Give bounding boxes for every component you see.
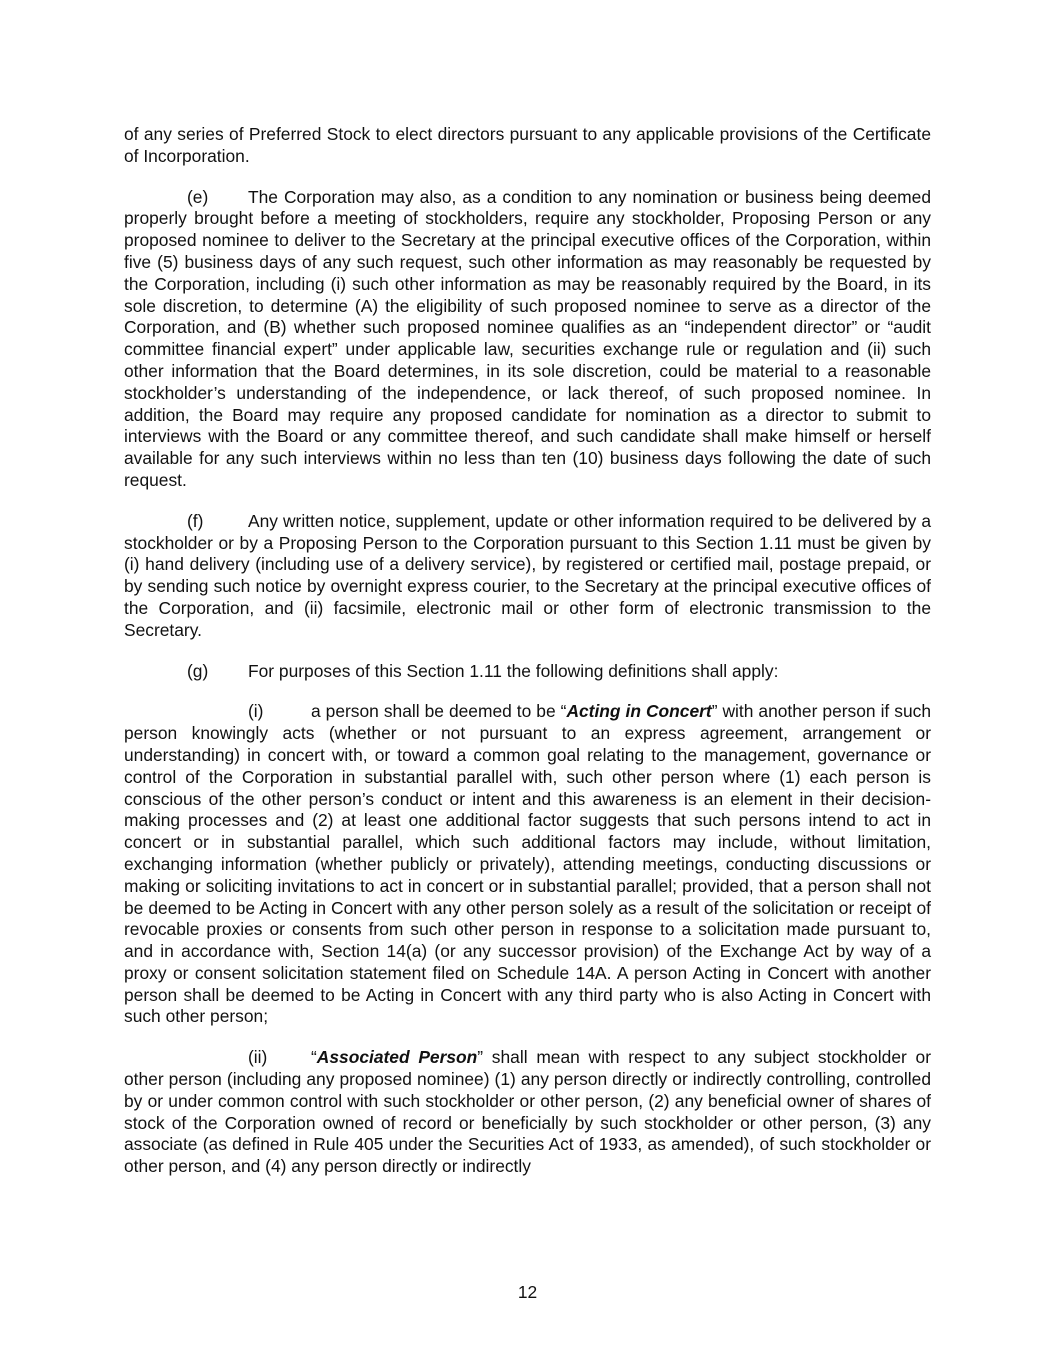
defined-term-acting-in-concert: Acting in Concert xyxy=(566,701,712,722)
document-body xyxy=(124,124,931,1197)
page-number: 12 xyxy=(517,1282,538,1302)
defined-term-associated-person: Associated Person xyxy=(316,1047,478,1068)
definition-ii-text: ” shall mean with respect to any subject stockholder or other person (including any proposed nominee) (1) any person directly or indirectly controlling, controlled by or under common control with such stockholder or other person, (2) any beneficial owner of shares of stock of the Corporation owned of record or beneficially by such stockholder or other person, (3) any associate (as defined in Rule 405 under the Securities Act of 1933, as amended), of such stockholder or other person, and (4) any person directly or indirectly xyxy=(124,1047,931,1177)
paragraph-g-text: For purposes of this Section 1.11 the following definitions shall apply: xyxy=(248,660,779,681)
paragraph-e xyxy=(124,187,931,492)
paragraph-e-marker: (e) xyxy=(187,186,209,207)
definition-ii-pre: “ xyxy=(311,1047,317,1068)
definition-i-text: ” with another person if such person knowingly acts (whether or not pursuant to an express agreement, arrangement or understanding) in concert with, or toward a common goal relating to the management, governance or control of the Corporation in substantial parallel with, such other person where (1) each person is conscious of the other person’s conduct or intent and this awareness is an element in their decision-making processes and (2) at least one additional factor suggests that such persons intend to act in concert or in substantial parallel, which such additional factors may include, without limitation, exchanging information (whether publicly or privately), attending meetings, conducting discussions or making or soliciting invitations to act in concert or in substantial parallel; provided, that a person shall not be deemed to be Acting in Concert with any other person solely as a result of the solicitation or receipt of revocable proxies or consents from such other person in response to a solicitation made pursuant to, and in accordance with, Section 14(a) (or any successor provision) of the Exchange Act by way of a proxy or consent solicitation statement filed on Schedule 14A. A person Acting in Concert with another person shall be deemed to be Acting in Concert with any third party who is also Acting in Concert with such other person; xyxy=(124,701,931,1027)
paragraph-g xyxy=(124,661,931,683)
definition-associated-person xyxy=(124,1047,931,1178)
paragraph-f xyxy=(124,511,931,642)
paragraph-g-marker: (g) xyxy=(187,660,209,681)
continuation-paragraph xyxy=(124,124,931,168)
definition-acting-in-concert xyxy=(124,701,931,1028)
paragraph-f-marker: (f) xyxy=(187,510,204,531)
paragraph-f-text: Any written notice, supplement, update or other information required to be delivered by a stockholder or by a Proposing Person to the Corporation pursuant to this Section 1.11 must be given by (i) hand delivery (including use of a delivery service), by registered or certified mail, postage prepaid, or by sending such notice by overnight express courier, to the Secretary at the principal executive offices of the Corporation, and (ii) facsimile, electronic mail or other form of electronic transmission to the Secretary. xyxy=(124,510,931,640)
paragraph-e-text: The Corporation may also, as a condition to any nomination or business being deemed properly brought before a meeting of stockholders, require any stockholder, Proposing Person or any proposed nominee to deliver to the Secretary at the principal executive offices of the Corporation, within five (5) business days of any such request, such other information as may reasonably be requested by the Corporation, including (i) such other information as may be reasonably required by the Board, in its sole discretion, to determine (A) the eligibility of such proposed nominee to serve as a director of the Corporation, and (B) whether such proposed nominee qualifies as an “independent director” or “audit committee financial expert” under applicable law, securities exchange rule or regulation and (ii) such other information that the Board determines, in its sole discretion, could be material to a reasonable stockholder’s understanding of the independence, or lack thereof, of such proposed nominee. In addition, the Board may require any proposed candidate for nomination as a director to submit to interviews with the Board or any committee thereof, and such candidate shall make himself or herself available for any such interviews within no less than ten (10) business days following the date of such request. xyxy=(124,186,931,490)
definition-i-pre: a person shall be deemed to be “ xyxy=(311,701,567,722)
definition-i-marker: (i) xyxy=(248,701,264,722)
definition-ii-marker: (ii) xyxy=(248,1047,268,1068)
continuation-text: of any series of Preferred Stock to elect directors pursuant to any applicable provisions of the Certificate of Incorporation. xyxy=(124,124,931,166)
